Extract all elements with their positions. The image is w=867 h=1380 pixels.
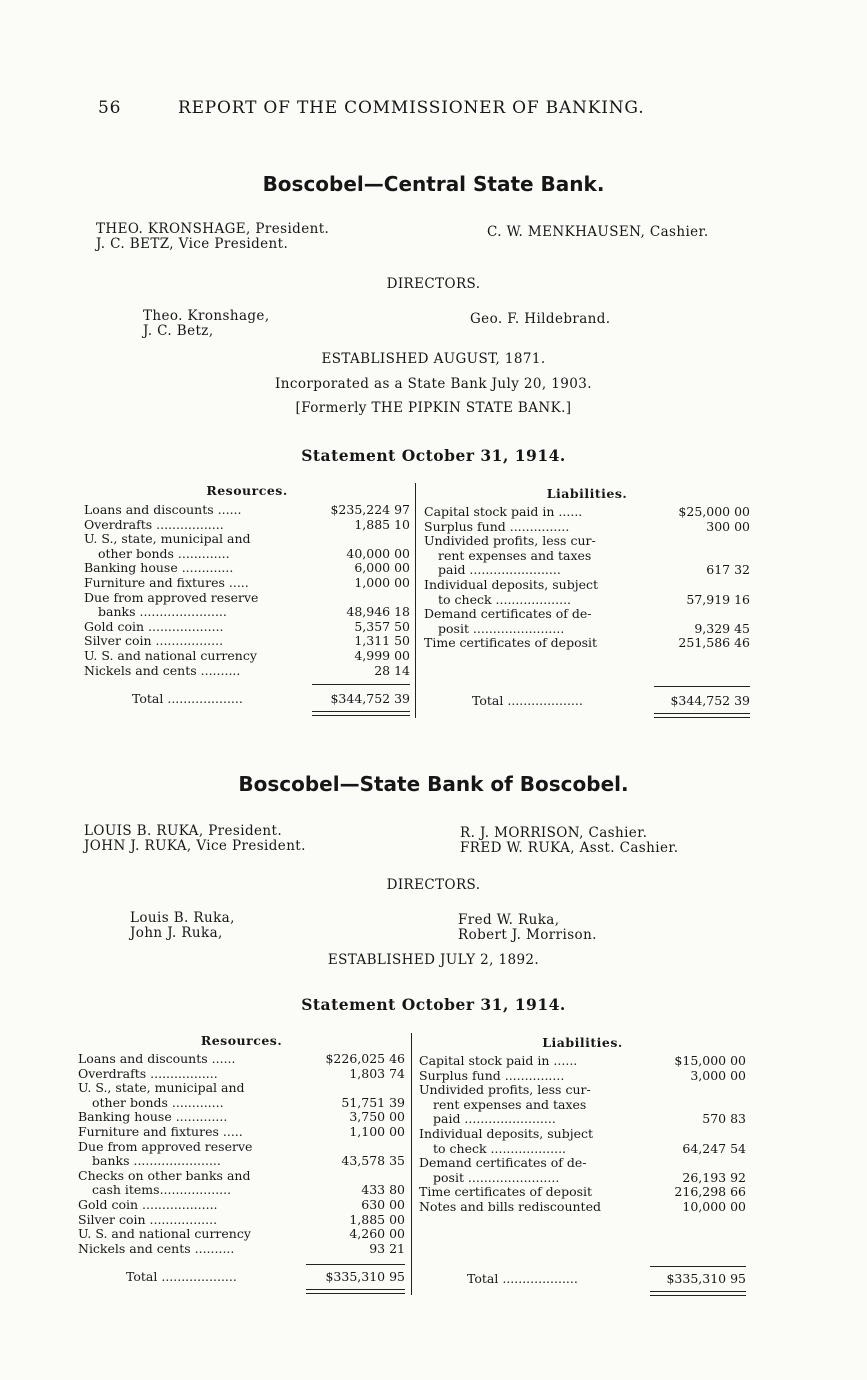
row-amount: 251,586 46 — [678, 635, 750, 651]
row-amount: 9,329 45 — [694, 620, 750, 636]
ledger-row — [424, 636, 750, 651]
officer-vice-president: J. C. BETZ, Vice President. — [96, 236, 289, 252]
double-rule — [312, 715, 410, 716]
directors-right — [458, 913, 597, 943]
row-amount: 51,751 39 — [341, 1094, 405, 1110]
total-amount: $344,752 39 — [330, 691, 410, 706]
total-rule — [650, 1266, 746, 1267]
row-label: Due from approved reserve — [78, 1139, 253, 1154]
row-amount: 300 00 — [706, 518, 750, 534]
row-label: Furniture and fixtures ..... — [78, 1124, 243, 1139]
row-label: Overdrafts ................. — [84, 517, 224, 532]
row-amount: 216,298 66 — [674, 1184, 746, 1200]
row-label: Individual deposits, subject — [424, 577, 599, 592]
row-amount: 433 80 — [361, 1182, 405, 1198]
row-amount: 5,357 50 — [354, 618, 410, 634]
row-label: Loans and discounts ...... — [78, 1052, 236, 1066]
ledger-row — [78, 1154, 405, 1169]
resources-table — [78, 1052, 405, 1256]
row-label: paid ....................... — [438, 563, 561, 578]
row-label: other bonds ............. — [92, 1095, 224, 1110]
row-label: Silver coin ................. — [84, 634, 224, 649]
ledger-row — [84, 547, 410, 562]
ledger-row — [84, 649, 410, 664]
row-amount: 1,803 74 — [349, 1065, 405, 1081]
ledger-row — [78, 1067, 405, 1082]
running-head: REPORT OF THE COMMISSIONER OF BANKING. — [178, 98, 645, 118]
total-amount: $344,752 39 — [670, 693, 750, 708]
double-rule — [650, 1295, 746, 1296]
ledger-row — [419, 1185, 746, 1200]
director-name: Geo. F. Hildebrand. — [470, 311, 611, 327]
ledger-row — [78, 1198, 405, 1213]
resources-table — [84, 503, 410, 678]
resources-total — [78, 1270, 405, 1285]
row-label: Notes and bills rediscounted — [419, 1199, 601, 1214]
row-label: Checks on other banks and — [78, 1168, 251, 1183]
double-rule — [306, 1293, 405, 1294]
row-label: Nickels and cents .......... — [84, 663, 241, 678]
ledger-row — [78, 1242, 405, 1257]
row-label: Banking house ............. — [78, 1110, 228, 1125]
resources-total — [84, 692, 410, 707]
total-label: Total ................... — [126, 1270, 237, 1284]
ledger-row — [424, 549, 750, 564]
total-amount: $335,310 95 — [666, 1271, 746, 1286]
row-amount: 93 21 — [369, 1240, 405, 1256]
ledger-row — [419, 1127, 746, 1142]
row-amount: 57,919 16 — [686, 591, 750, 607]
officer-president: THEO. KRONSHAGE, President. — [96, 221, 330, 237]
ledger-row — [424, 563, 750, 578]
ledger-row — [419, 1069, 746, 1084]
director-name: J. C. Betz, — [143, 323, 214, 339]
officers-right — [487, 225, 709, 240]
double-rule — [306, 1289, 405, 1290]
ledger-row — [84, 664, 410, 679]
director-name: John J. Ruka, — [130, 925, 223, 941]
row-label: Loans and discounts ...... — [84, 503, 242, 517]
row-label: Demand certificates of de- — [419, 1156, 587, 1171]
row-amount: 4,999 00 — [354, 647, 410, 663]
officer-vice-president: JOHN J. RUKA, Vice President. — [84, 838, 306, 854]
row-label: Capital stock paid in ...... — [424, 505, 583, 519]
ledger-row — [78, 1183, 405, 1198]
liabilities-total — [419, 1272, 746, 1287]
row-amount: 26,193 92 — [682, 1169, 746, 1185]
row-label: banks ...................... — [98, 605, 227, 620]
row-label: Undivided profits, less cur- — [419, 1083, 591, 1098]
officers-right — [460, 826, 678, 856]
row-amount: 617 32 — [706, 562, 750, 578]
row-label: Individual deposits, subject — [419, 1126, 594, 1141]
ledger-row — [84, 518, 410, 533]
row-label: rent expenses and taxes — [433, 1097, 587, 1112]
directors-right — [470, 312, 611, 327]
row-amount: $15,000 00 — [674, 1053, 746, 1068]
resources-heading: Resources. — [206, 483, 288, 498]
row-label: to check ................... — [433, 1141, 567, 1156]
row-label: U. S., state, municipal and — [78, 1081, 245, 1096]
column-divider — [411, 1033, 412, 1295]
formerly: [Formerly THE PIPKIN STATE BANK.] — [295, 400, 572, 416]
ledger-row — [78, 1081, 405, 1096]
officer-cashier: R. J. MORRISON, Cashier. — [460, 825, 648, 841]
row-label: U. S., state, municipal and — [84, 532, 251, 547]
statement-heading: Statement October 31, 1914. — [301, 995, 566, 1014]
total-label: Total ................... — [467, 1272, 578, 1286]
director-name: Louis B. Ruka, — [130, 910, 235, 926]
ledger-row — [78, 1125, 405, 1140]
ledger-row — [84, 561, 410, 576]
ledger-row — [419, 1112, 746, 1127]
row-label: Nickels and cents .......... — [78, 1241, 235, 1256]
row-amount: 1,885 00 — [349, 1211, 405, 1227]
liabilities-total — [424, 694, 750, 709]
row-amount: $25,000 00 — [678, 504, 750, 519]
row-amount: 1,885 10 — [354, 516, 410, 532]
ledger-row — [78, 1213, 405, 1228]
total-rule — [312, 684, 410, 685]
ledger-row — [424, 578, 750, 593]
row-label: rent expenses and taxes — [438, 548, 592, 563]
directors-heading: DIRECTORS. — [386, 877, 481, 893]
row-label: U. S. and national currency — [78, 1227, 251, 1242]
ledger-row — [84, 605, 410, 620]
ledger-row — [424, 593, 750, 608]
total-rule — [306, 1264, 405, 1265]
total-label: Total ................... — [132, 692, 243, 706]
ledger-row — [424, 534, 750, 549]
row-amount: 1,100 00 — [349, 1123, 405, 1139]
ledger-row — [419, 1142, 746, 1157]
officer-president: LOUIS B. RUKA, President. — [84, 823, 283, 839]
row-amount: 4,260 00 — [349, 1226, 405, 1242]
row-amount: 48,946 18 — [346, 604, 410, 620]
ledger-row — [84, 634, 410, 649]
row-label: posit ....................... — [433, 1170, 560, 1185]
row-label: Demand certificates of de- — [424, 607, 592, 622]
row-label: posit ....................... — [438, 621, 565, 636]
double-rule — [654, 713, 750, 714]
ledger-row — [419, 1156, 746, 1171]
ledger-row — [424, 622, 750, 637]
directors-left — [143, 309, 270, 339]
row-label: Time certificates of deposit — [424, 636, 598, 651]
row-label: Surplus fund ............... — [424, 519, 570, 534]
row-amount: 570 83 — [702, 1111, 746, 1127]
liabilities-heading: Liabilities. — [542, 1035, 623, 1050]
officer-cashier: C. W. MENKHAUSEN, Cashier. — [487, 224, 709, 240]
row-label: Due from approved reserve — [84, 590, 259, 605]
row-label: cash items.................. — [92, 1183, 232, 1198]
row-label: Capital stock paid in ...... — [419, 1054, 578, 1068]
row-label: Undivided profits, less cur- — [424, 534, 596, 549]
row-amount: $226,025 46 — [325, 1051, 405, 1066]
established: ESTABLISHED JULY 2, 1892. — [327, 952, 540, 968]
ledger-row — [84, 503, 410, 518]
row-amount: 1,311 50 — [354, 633, 410, 649]
row-label: Banking house ............. — [84, 561, 234, 576]
directors-heading: DIRECTORS. — [386, 276, 481, 292]
row-amount: 630 00 — [361, 1196, 405, 1212]
established: ESTABLISHED AUGUST, 1871. — [321, 351, 546, 367]
row-amount: 43,578 35 — [341, 1153, 405, 1169]
row-label: banks ...................... — [92, 1154, 221, 1169]
row-label: Overdrafts ................. — [78, 1066, 218, 1081]
director-name: Theo. Kronshage, — [143, 308, 270, 324]
ledger-row — [419, 1171, 746, 1186]
row-label: other bonds ............. — [98, 546, 230, 561]
ledger-row — [78, 1140, 405, 1155]
liabilities-table — [419, 1054, 746, 1215]
ledger-row — [419, 1083, 746, 1098]
row-amount: 40,000 00 — [346, 545, 410, 561]
ledger-row — [424, 607, 750, 622]
director-name: Robert J. Morrison. — [458, 927, 597, 943]
row-label: Gold coin ................... — [84, 619, 224, 634]
ledger-row — [78, 1169, 405, 1184]
row-label: Furniture and fixtures ..... — [84, 575, 249, 590]
row-amount: 1,000 00 — [354, 574, 410, 590]
row-label: U. S. and national currency — [84, 648, 257, 663]
row-label: Surplus fund ............... — [419, 1068, 565, 1083]
row-label: Silver coin ................. — [78, 1212, 218, 1227]
row-amount: $235,224 97 — [330, 502, 410, 517]
resources-heading: Resources. — [200, 1033, 283, 1048]
row-label: to check ................... — [438, 592, 572, 607]
total-amount: $335,310 95 — [325, 1269, 405, 1284]
ledger-row — [419, 1098, 746, 1113]
ledger-row — [78, 1227, 405, 1242]
ledger-row — [424, 520, 750, 535]
liabilities-heading: Liabilities. — [546, 486, 628, 501]
row-amount: 3,750 00 — [349, 1109, 405, 1125]
officers-left — [96, 222, 329, 252]
column-divider — [415, 483, 416, 718]
officers-left — [84, 824, 306, 854]
ledger-row — [84, 591, 410, 606]
ledger-row — [78, 1052, 405, 1067]
statement-heading: Statement October 31, 1914. — [301, 446, 566, 465]
ledger-row — [84, 620, 410, 635]
bank-title: Boscobel—Central State Bank. — [262, 172, 605, 196]
incorporated: Incorporated as a State Bank July 20, 1903. — [275, 376, 592, 392]
row-amount: 64,247 54 — [682, 1140, 746, 1156]
page-number: 56 — [98, 98, 122, 118]
row-label: paid ....................... — [433, 1112, 556, 1127]
ledger-row — [424, 505, 750, 520]
ledger-row — [84, 576, 410, 591]
row-amount: 3,000 00 — [690, 1067, 746, 1083]
ledger-row — [419, 1054, 746, 1069]
liabilities-table — [424, 505, 750, 651]
row-amount: 10,000 00 — [682, 1198, 746, 1214]
double-rule — [312, 711, 410, 712]
directors-left — [130, 911, 235, 941]
double-rule — [654, 717, 750, 718]
total-rule — [654, 686, 750, 687]
bank-title: Boscobel—State Bank of Boscobel. — [238, 772, 629, 796]
ledger-row — [84, 532, 410, 547]
ledger-row — [78, 1096, 405, 1111]
director-name: Fred W. Ruka, — [458, 912, 560, 928]
total-label: Total ................... — [472, 694, 583, 708]
officer-asst-cashier: FRED W. RUKA, Asst. Cashier. — [460, 840, 679, 856]
row-label: Time certificates of deposit — [419, 1185, 593, 1200]
ledger-row — [419, 1200, 746, 1215]
ledger-row — [78, 1110, 405, 1125]
row-amount: 6,000 00 — [354, 560, 410, 576]
double-rule — [650, 1291, 746, 1292]
row-amount: 28 14 — [374, 662, 410, 678]
row-label: Gold coin ................... — [78, 1197, 218, 1212]
